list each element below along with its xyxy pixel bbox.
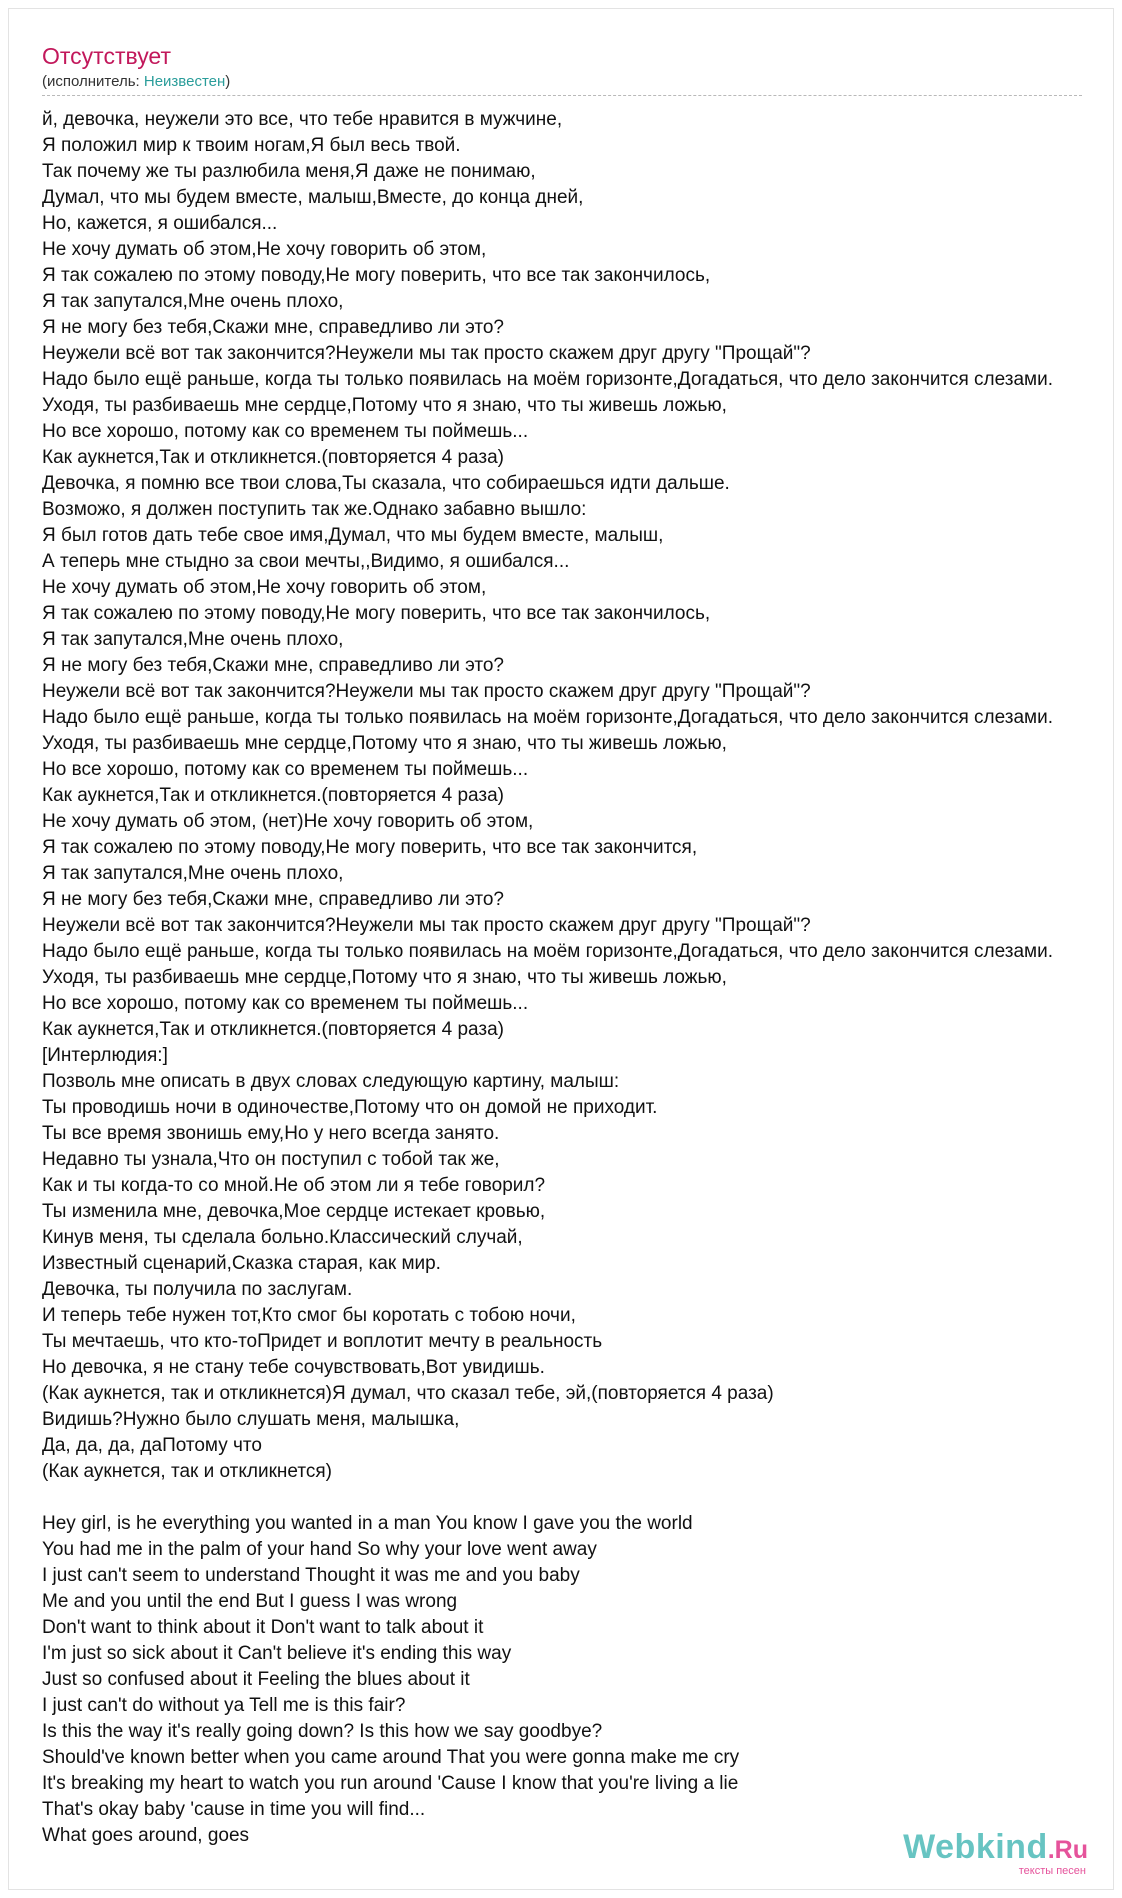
lyric-line: Я так запутался,Мне очень плохо, (42, 863, 344, 884)
lyric-line: Я так запутался,Мне очень плохо, (42, 629, 344, 650)
lyric-line: Неужели всё вот так закончится?Неужели мы так просто скажем друг другу "Прощай"? (42, 681, 811, 702)
lyric-line: Me and you until the end But I guess I was wrong (42, 1591, 458, 1612)
lyric-line: Hey girl, is he everything you wanted in a man You know I gave you the world (42, 1513, 693, 1534)
lyric-line (42, 1485, 1122, 1511)
lyric-line: Я был готов дать тебе свое имя,Думал, что мы будем вместе, малыш, (42, 525, 664, 546)
lyric-line: I'm just so sick about it Can't believe it's ending this way (42, 1643, 512, 1664)
lyric-line: Видишь?Нужно было слушать меня, малышка, (42, 1409, 460, 1430)
artist-prefix: (исполнитель: (42, 73, 144, 90)
lyric-line: Я положил мир к твоим ногам,Я был весь твой. (42, 135, 461, 156)
artist-suffix: ) (225, 73, 231, 90)
lyric-line: Ты все время звонишь ему,Но у него всегда занято. (42, 1123, 500, 1144)
lyric-line: Надо было ещё раньше, когда ты только появилась на моём горизонте,Догадаться, что дело закончится слезами. (42, 941, 1053, 962)
lyric-line: Уходя, ты разбиваешь мне сердце,Потому что я знаю, что ты живешь ложью, (42, 967, 727, 988)
lyric-line: Девочка, ты получила по заслугам. (42, 1279, 353, 1300)
lyric-line: That's okay baby 'cause in time you will find... (42, 1799, 426, 1820)
artist-link[interactable]: Неизвестен (143, 73, 226, 90)
lyric-line: И теперь тебе нужен тот,Кто смог бы коротать с тобою ночи, (42, 1305, 576, 1326)
lyric-line: Но все хорошо, потому как со временем ты поймешь... (42, 759, 529, 780)
lyric-line: Как аукнется,Так и откликнется.(повторяется 4 раза) (42, 447, 504, 468)
lyric-line: Я так сожалею по этому поводу,Не могу поверить, что все так закончилось, (42, 265, 711, 286)
lyric-line: А теперь мне стыдно за свои мечты,,Видимо, я ошибался... (42, 551, 570, 572)
lyric-line: I just can't seem to understand Thought it was me and you baby (42, 1565, 580, 1586)
lyric-line: You had me in the palm of your hand So why your love went away (42, 1539, 597, 1560)
lyric-line: Should've known better when you came around That you were gonna make me cry (42, 1747, 740, 1768)
lyric-line: Возможо, я должен поступить так же.Однако забавно вышло: (42, 499, 587, 520)
logo-domain: .Ru (1047, 1836, 1088, 1864)
logo-tagline: тексты песен (1018, 1865, 1086, 1877)
lyric-line: Как аукнется,Так и откликнется.(повторяется 4 раза) (42, 1019, 504, 1040)
divider (42, 95, 1082, 96)
lyric-line: Не хочу думать об этом,Не хочу говорить об этом, (42, 577, 487, 598)
song-title: Отсутствует (42, 43, 171, 69)
lyric-line: Я не могу без тебя,Скажи мне, справедливо ли это? (42, 317, 505, 338)
lyric-line: Но, кажется, я ошибался... (42, 213, 278, 234)
lyric-line: Я не могу без тебя,Скажи мне, справедливо ли это? (42, 889, 505, 910)
lyric-line: Неужели всё вот так закончится?Неужели мы так просто скажем друг другу "Прощай"? (42, 915, 811, 936)
lyric-line: [Интерлюдия:] (42, 1045, 168, 1066)
lyric-line: Just so confused about it Feeling the blues about it (42, 1669, 470, 1690)
lyric-line: It's breaking my heart to watch you run around 'Cause I know that you're living a lie (42, 1773, 739, 1794)
lyrics-text (42, 107, 1122, 1849)
lyric-line: Не хочу думать об этом, (нет)Не хочу говорить об этом, (42, 811, 534, 832)
lyric-line: Ты проводишь ночи в одиночестве,Потому что он домой не приходит. (42, 1097, 658, 1118)
lyric-line: Я так сожалею по этому поводу,Не могу поверить, что все так закончится, (42, 837, 698, 858)
lyric-line: Позволь мне описать в двух словах следующую картину, малыш: (42, 1071, 620, 1092)
lyric-line: Думал, что мы будем вместе, малыш,Вместе, до конца дней, (42, 187, 584, 208)
lyric-line: Но все хорошо, потому как со временем ты поймешь... (42, 993, 529, 1014)
lyric-line: Кинув меня, ты сделала больно.Классический случай, (42, 1227, 523, 1248)
lyric-line: Недавно ты узнала,Что он поступил с тобой так же, (42, 1149, 500, 1170)
lyric-line: Ты изменила мне, девочка,Мое сердце истекает кровью, (42, 1201, 546, 1222)
lyric-line: Уходя, ты разбиваешь мне сердце,Потому что я знаю, что ты живешь ложью, (42, 733, 727, 754)
site-logo[interactable] (903, 1828, 1088, 1876)
lyric-line: й, девочка, неужели это все, что тебе нравится в мужчине, (42, 109, 563, 130)
lyric-line: (Как аукнется, так и откликнется)Я думал, что сказал тебе, эй,(повторяется 4 раза) (42, 1383, 774, 1404)
lyric-line: Уходя, ты разбиваешь мне сердце,Потому что я знаю, что ты живешь ложью, (42, 395, 727, 416)
lyric-line: Я не могу без тебя,Скажи мне, справедливо ли это? (42, 655, 505, 676)
lyric-line: Не хочу думать об этом,Не хочу говорить об этом, (42, 239, 487, 260)
lyric-line: I just can't do without ya Tell me is this fair? (42, 1695, 406, 1716)
lyric-line: Девочка, я помню все твои слова,Ты сказала, что собираешься идти дальше. (42, 473, 730, 494)
artist-line (42, 73, 230, 91)
lyric-line: Известный сценарий,Сказка старая, как мир. (42, 1253, 441, 1274)
lyric-line: Don't want to think about it Don't want to talk about it (42, 1617, 484, 1638)
lyric-line: Но девочка, я не стану тебе сочувствовать,Вот увидишь. (42, 1357, 545, 1378)
lyric-line: Как аукнется,Так и откликнется.(повторяется 4 раза) (42, 785, 504, 806)
lyric-line: Надо было ещё раньше, когда ты только появилась на моём горизонте,Догадаться, что дело закончится слезами. (42, 707, 1053, 728)
logo-wordmark: Webkind (903, 1828, 1048, 1866)
lyric-line: Как и ты когда-то со мной.Не об этом ли я тебе говорил? (42, 1175, 546, 1196)
lyric-line: Ты мечтаешь, что кто-тоПридет и воплотит мечту в реальность (42, 1331, 603, 1352)
lyric-line: Надо было ещё раньше, когда ты только появилась на моём горизонте,Догадаться, что дело закончится слезами. (42, 369, 1053, 390)
lyric-line: Да, да, да, даПотому что (42, 1435, 262, 1456)
lyric-line: (Как аукнется, так и откликнется) (42, 1461, 332, 1482)
lyric-line: Is this the way it's really going down? Is this how we say goodbye? (42, 1721, 603, 1742)
lyric-line: Я так сожалею по этому поводу,Не могу поверить, что все так закончилось, (42, 603, 711, 624)
lyric-line: Но все хорошо, потому как со временем ты поймешь... (42, 421, 529, 442)
lyric-line: Неужели всё вот так закончится?Неужели мы так просто скажем друг другу "Прощай"? (42, 343, 811, 364)
lyric-line: Я так запутался,Мне очень плохо, (42, 291, 344, 312)
lyric-line: Так почему же ты разлюбила меня,Я даже не понимаю, (42, 161, 536, 182)
lyric-line: What goes around, goes (42, 1825, 250, 1846)
